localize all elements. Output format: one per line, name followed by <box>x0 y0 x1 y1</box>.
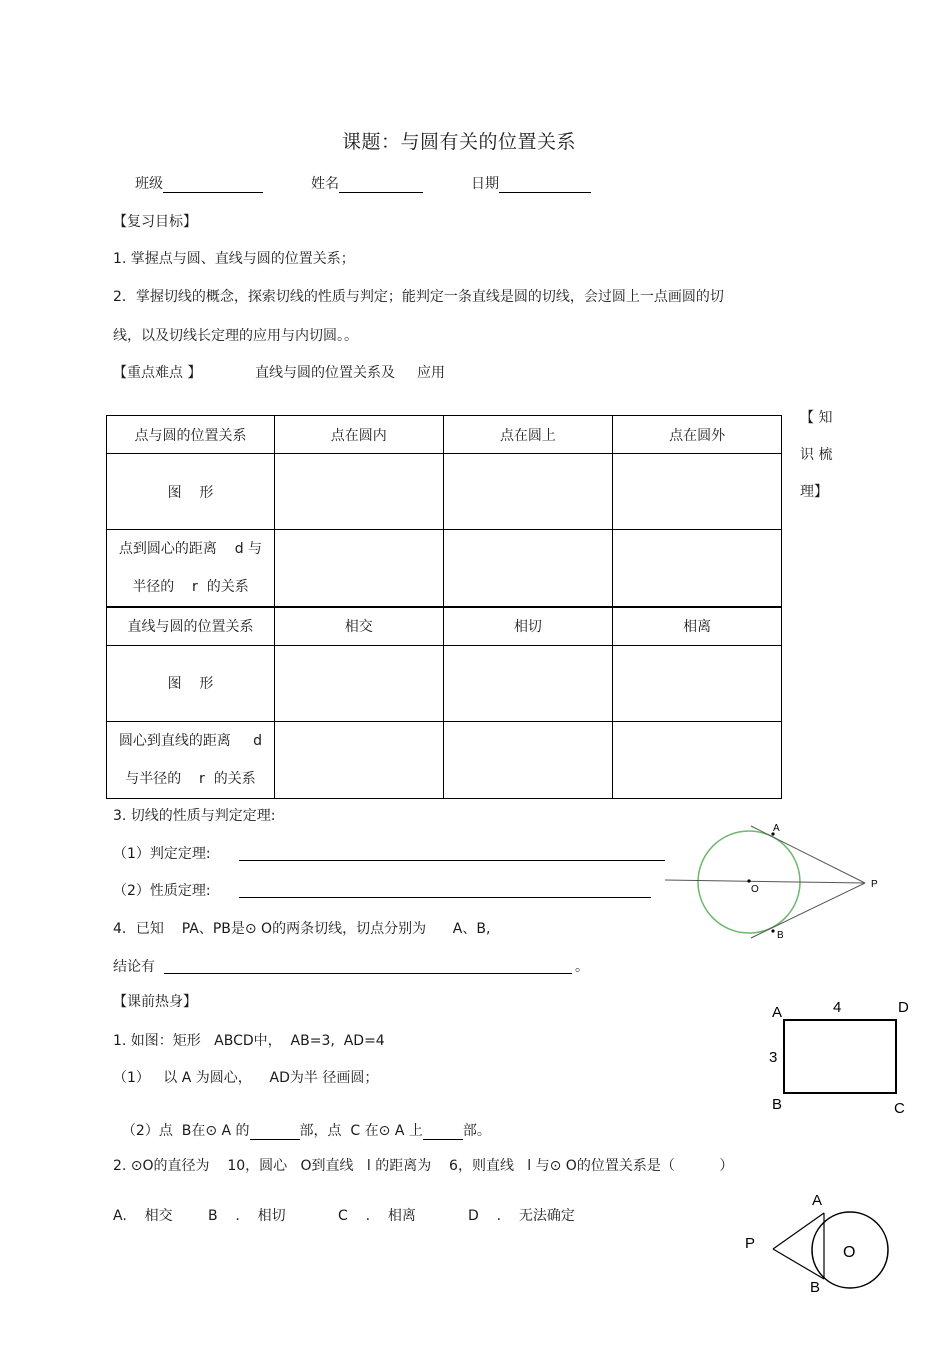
review-item-2-line1: 2．掌握切线的概念，探索切线的性质与判定；能判定一条直线是圆的切线，会过圆上一点画圆的切 <box>113 289 724 305</box>
table-row <box>107 416 782 454</box>
question-2-option-c[interactable]: C . 相离 <box>338 1208 416 1224</box>
table-row <box>107 454 782 530</box>
answer-cell[interactable] <box>274 645 443 721</box>
table-header-cell: 点在圆外 <box>613 416 782 454</box>
answer-cell[interactable] <box>274 530 443 608</box>
date-label: 日期 <box>471 176 499 192</box>
label-o: O <box>751 884 759 895</box>
label-a: A <box>772 1004 783 1021</box>
point-b <box>771 929 774 932</box>
label-p: P <box>871 879 878 890</box>
date-blank[interactable] <box>499 176 591 193</box>
rectangle-figure <box>760 995 920 1120</box>
table-header-cell: 直线与圆的位置关系 <box>107 607 275 645</box>
table-row <box>107 645 782 721</box>
label-a: A <box>812 1192 823 1209</box>
question-1-line2: （1） 以 A 为圆心， AD为半 径画圆； <box>113 1070 379 1086</box>
row-label: 点到圆心的距离 d 与 半径的 r 的关系 <box>107 530 275 608</box>
answer-cell[interactable] <box>274 721 443 798</box>
table-row <box>107 607 782 645</box>
name-blank[interactable] <box>339 176 423 193</box>
class-blank[interactable] <box>163 176 263 193</box>
judge-theorem-label: （1）判定定理: <box>113 846 211 862</box>
question-2-option-a[interactable]: A. 相交 <box>113 1208 173 1224</box>
table-header-cell: 相离 <box>613 607 782 645</box>
answer-cell[interactable] <box>443 721 613 798</box>
judge-theorem-blank[interactable] <box>239 844 665 861</box>
label-p: P <box>745 1235 756 1252</box>
question-2-text: 2. ⊙O的直径为 10，圆心 O到直线 l 的距离为 6，则直线 l 与⊙ O的位置关系是（ ） <box>113 1158 734 1174</box>
row-label: 图 形 <box>107 454 275 530</box>
table-row <box>107 721 782 798</box>
question-4-end: 。 <box>575 959 589 975</box>
review-heading: 【复习目标】 <box>113 214 197 230</box>
answer-cell[interactable] <box>443 530 613 608</box>
label-a: A <box>773 823 780 834</box>
question-2-option-d[interactable]: D . 无法确定 <box>468 1208 575 1224</box>
row-label: 圆心到直线的距离 d 与半径的 r 的关系 <box>107 721 275 798</box>
class-label: 班级 <box>135 176 163 192</box>
label-side-ad: 4 <box>833 999 842 1016</box>
label-b: B <box>772 1096 783 1113</box>
class-field <box>135 173 263 193</box>
rectangle-abcd <box>784 1020 896 1093</box>
question-2-option-b[interactable]: B . 相切 <box>208 1208 286 1224</box>
review-item-2-line2: 线，以及切线长定理的应用与内切圆。。 <box>113 328 358 344</box>
line-op <box>665 880 865 883</box>
question-4-blank[interactable] <box>164 957 572 974</box>
label-d: D <box>898 999 909 1016</box>
review-item-1: 1. 掌握点与圆、直线与圆的位置关系； <box>113 251 355 267</box>
table-header-cell: 点在圆上 <box>443 416 613 454</box>
label-b: B <box>810 1279 821 1296</box>
key-points-heading: 【重点难点 】 <box>113 365 202 381</box>
label-o: O <box>843 1244 856 1261</box>
label-b: B <box>777 930 784 941</box>
knowledge-summary-label: 【 知 识 梳 理】 <box>800 410 833 500</box>
answer-cell[interactable] <box>443 454 613 530</box>
table-header-cell: 点在圆内 <box>274 416 443 454</box>
tangent-figure <box>665 820 885 945</box>
table-header-cell: 点与圆的位置关系 <box>107 416 275 454</box>
table-row <box>107 530 782 608</box>
answer-cell[interactable] <box>613 454 782 530</box>
row-label: 图 形 <box>107 645 275 721</box>
date-field <box>471 173 591 193</box>
tangent-pa <box>751 826 865 883</box>
page-title: 课题：与圆有关的位置关系 <box>342 131 577 153</box>
key-points-text: 直线与圆的位置关系及 应用 <box>255 365 445 381</box>
question-1-line1: 1. 如图：矩形 ABCD中， AB=3, AD=4 <box>113 1033 385 1049</box>
tangent-figure-2 <box>738 1185 898 1300</box>
name-field <box>311 173 423 193</box>
position-relation-table <box>106 415 782 799</box>
question-4-text: 4．已知 PA、PB是⊙ O的两条切线，切点分别为 A、B, <box>113 921 491 937</box>
question-4-conclusion-label: 结论有 <box>113 959 155 975</box>
tangent-heading: 3. 切线的性质与判定定理: <box>113 808 276 824</box>
blank-c-position[interactable] <box>423 1123 463 1140</box>
table-header-cell: 相切 <box>443 607 613 645</box>
answer-cell[interactable] <box>443 645 613 721</box>
answer-cell[interactable] <box>274 454 443 530</box>
question-1-line3: （2）点 B在⊙ A 的 部，点 C 在⊙ A 上 部。 <box>121 1123 491 1139</box>
answer-cell[interactable] <box>613 645 782 721</box>
center-point <box>747 879 750 882</box>
blank-b-position[interactable] <box>250 1123 300 1140</box>
name-label: 姓名 <box>311 176 339 192</box>
warmup-heading: 【课前热身】 <box>113 994 197 1010</box>
table-header-cell: 相交 <box>274 607 443 645</box>
label-side-ab: 3 <box>769 1049 778 1066</box>
tangent-pb <box>751 883 865 938</box>
tangent-pb <box>773 1249 824 1279</box>
label-c: C <box>894 1100 905 1117</box>
property-theorem-label: （2）性质定理: <box>113 883 211 899</box>
property-theorem-blank[interactable] <box>239 881 651 898</box>
answer-cell[interactable] <box>613 721 782 798</box>
answer-cell[interactable] <box>613 530 782 608</box>
